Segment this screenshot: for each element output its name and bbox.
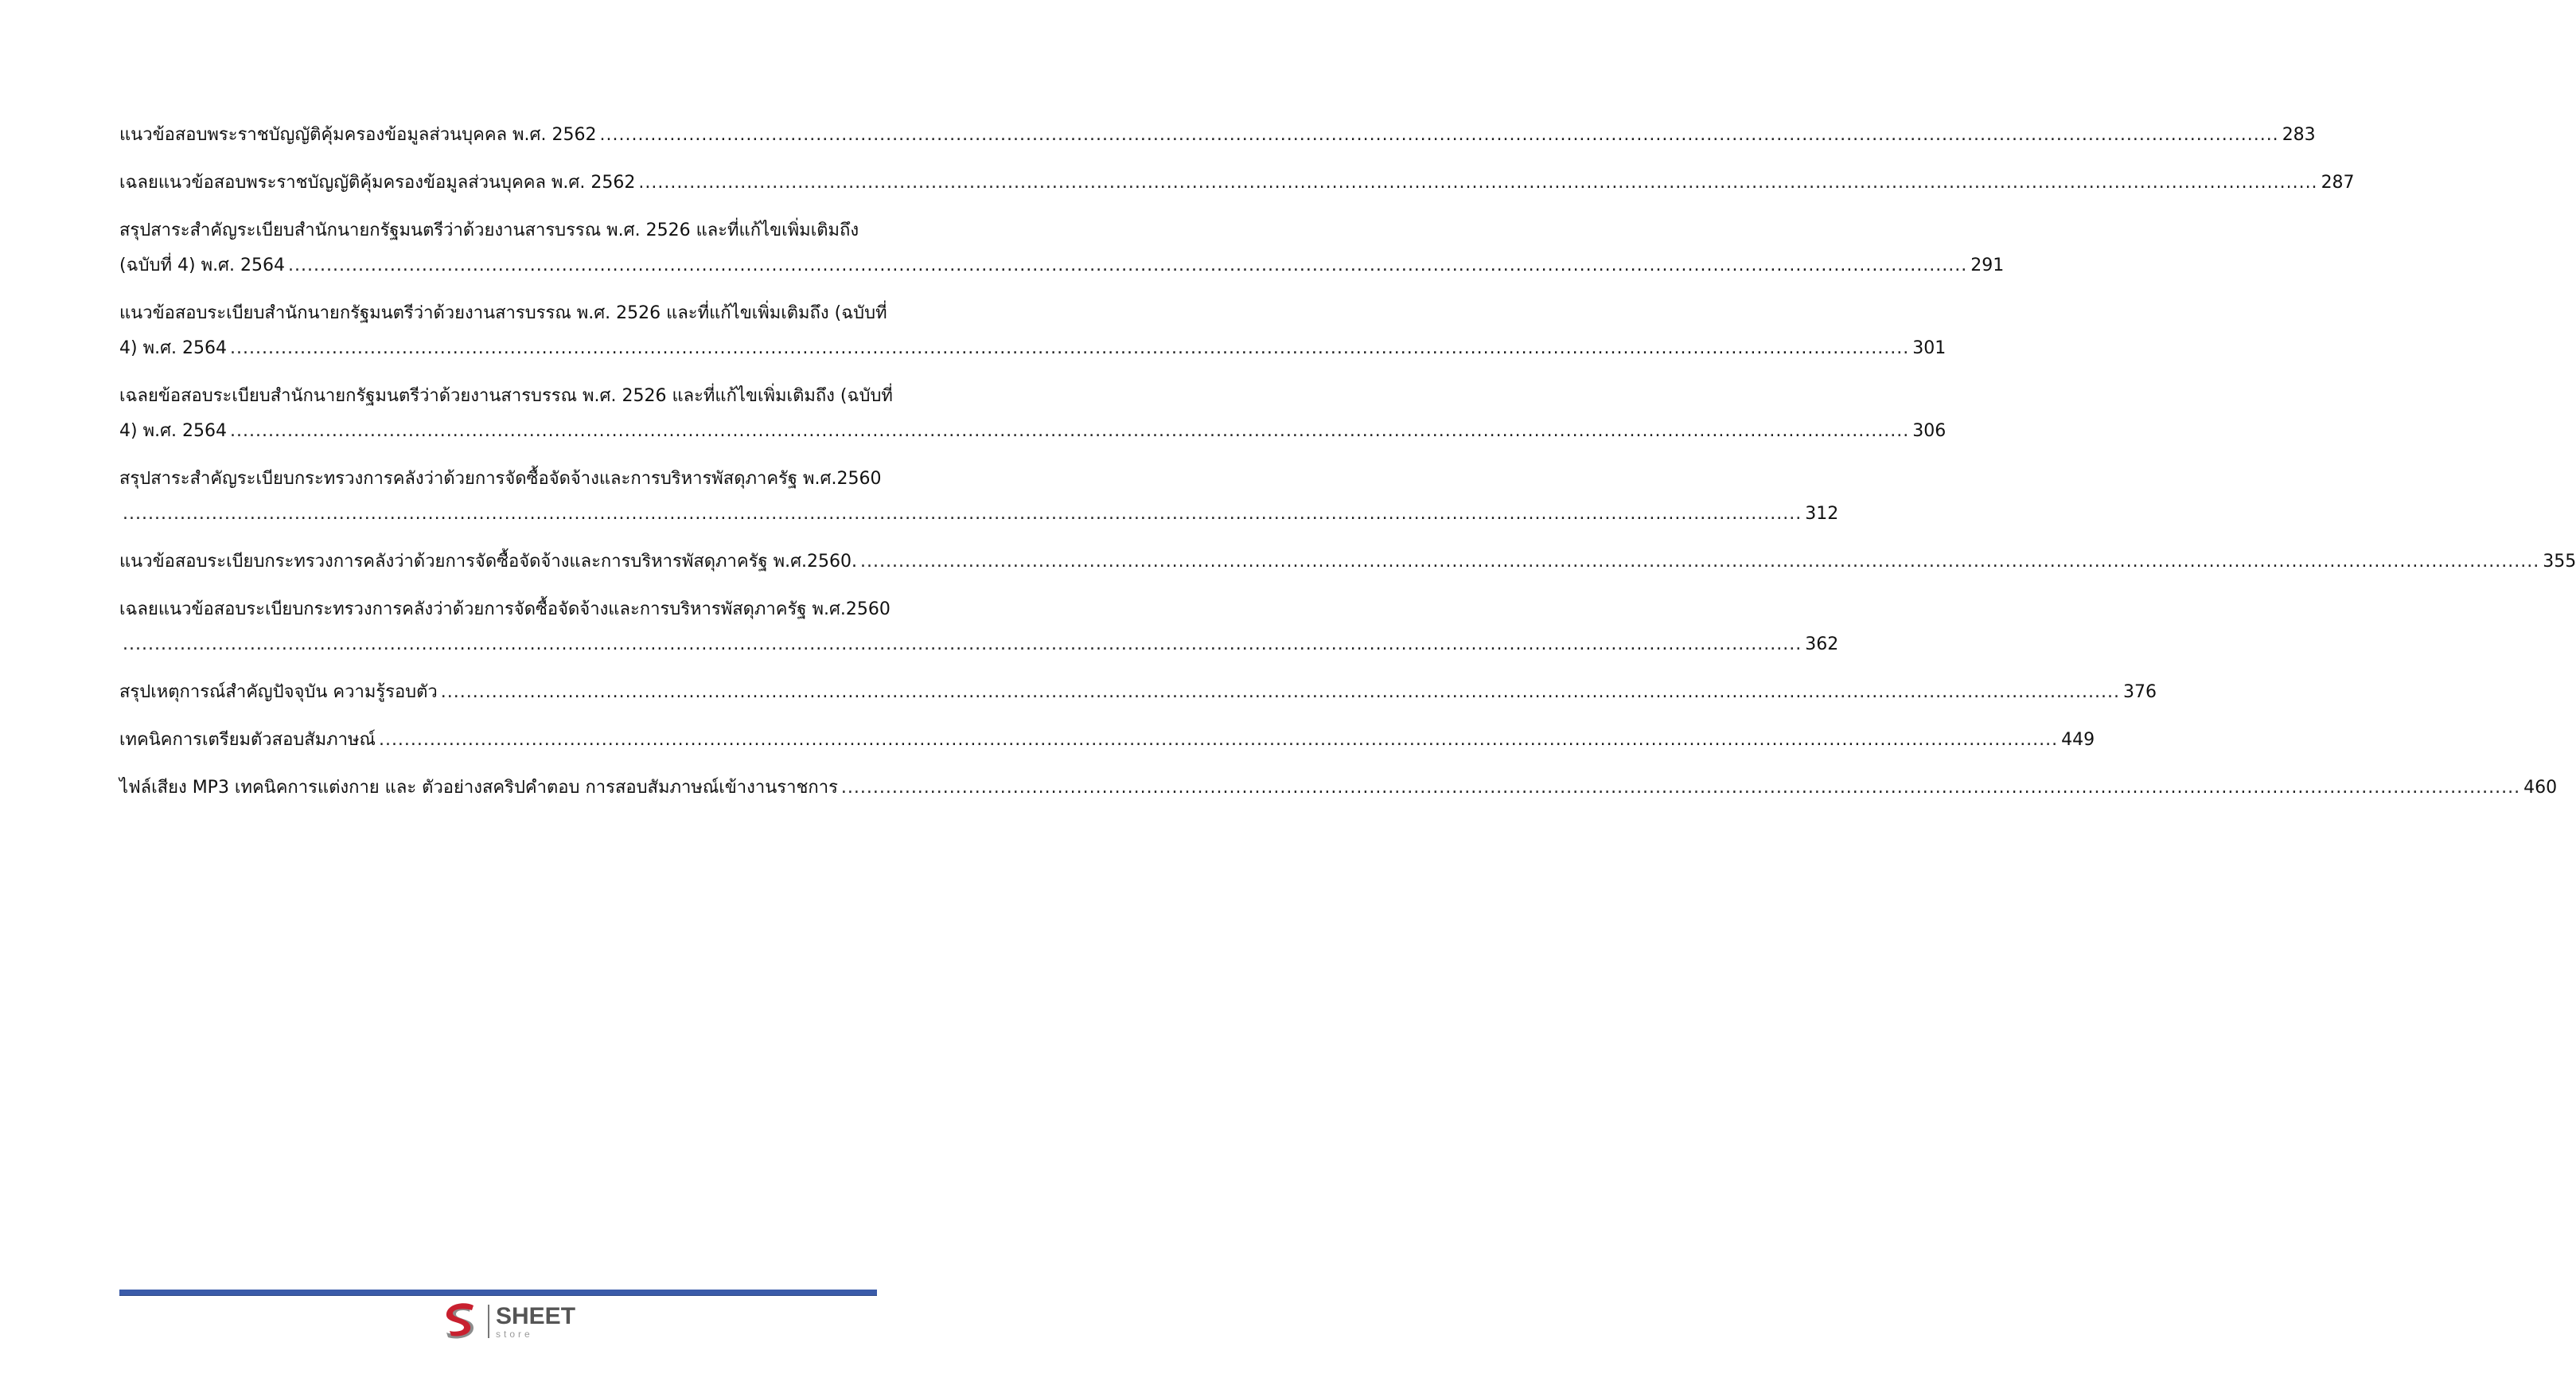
toc-entry-title: เฉลยข้อสอบระเบียบสำนักนายกรัฐมนตรีว่าด้วยงานสารบรรณ พ.ศ. 2526 และที่แก้ไขเพิ่มเติมถึง (ฉบับที่ <box>119 386 893 406</box>
logo-word-store: store <box>496 1328 533 1340</box>
toc-line <box>119 497 1839 532</box>
toc-entry[interactable] <box>119 118 2316 153</box>
toc-line <box>119 118 2316 153</box>
toc-page-number: 362 <box>1805 634 1839 654</box>
toc-line <box>119 213 871 248</box>
toc-entry[interactable] <box>119 213 2005 283</box>
toc-page-number: 301 <box>1912 338 1947 358</box>
dot-leader <box>123 497 1802 532</box>
dot-leader <box>230 414 1909 449</box>
toc-entry-title: เฉลยแนวข้อสอบพระราชบัญญัติคุ้มครองข้อมูลส่วนบุคคล พ.ศ. 2562 <box>119 173 636 193</box>
sheet-store-logo <box>440 1299 575 1344</box>
toc-entry[interactable] <box>119 379 1947 449</box>
dot-leader <box>841 771 2520 806</box>
toc-entry-title: แนวข้อสอบพระราชบัญญัติคุ้มครองข้อมูลส่วนบุคคล พ.ศ. 2562 <box>119 125 597 145</box>
toc-entry-title-continued: 4) พ.ศ. 2564 <box>119 338 228 358</box>
toc-line <box>119 627 1839 662</box>
toc-line <box>119 331 1947 366</box>
toc-line <box>119 462 882 497</box>
table-of-contents <box>119 118 2576 818</box>
toc-entry[interactable] <box>119 166 2355 201</box>
toc-entry-title: เฉลยแนวข้อสอบระเบียบกระทรวงการคลังว่าด้วยการจัดซื้อจัดจ้างและการบริหารพัสดุภาครัฐ พ.ศ.2560 <box>119 599 890 619</box>
toc-page-number: 306 <box>1912 421 1947 441</box>
toc-entry-title-continued: 4) พ.ศ. 2564 <box>119 421 228 441</box>
toc-entry[interactable] <box>119 675 2157 710</box>
toc-line <box>119 296 887 331</box>
toc-entry-title: แนวข้อสอบระเบียบสำนักนายกรัฐมนตรีว่าด้วยงานสารบรรณ พ.ศ. 2526 และที่แก้ไขเพิ่มเติมถึง (ฉบับที่ <box>119 303 887 323</box>
toc-line <box>119 248 2005 283</box>
footer-rule <box>119 1290 877 1295</box>
dot-leader <box>379 723 2058 758</box>
toc-entry[interactable] <box>119 296 1947 366</box>
toc-line <box>119 771 2558 806</box>
toc-entry-title-continued: (ฉบับที่ 4) พ.ศ. 2564 <box>119 256 286 275</box>
toc-page-number: 291 <box>1970 256 2005 275</box>
toc-line <box>119 723 2095 758</box>
toc-page-number: 355 <box>2543 552 2576 572</box>
dot-leader <box>599 118 2278 153</box>
toc-page-number: 287 <box>2321 173 2355 193</box>
toc-entry[interactable] <box>119 592 1839 662</box>
dot-leader <box>441 675 2120 710</box>
dot-leader <box>230 331 1909 366</box>
toc-entry-title: แนวข้อสอบระเบียบกระทรวงการคลังว่าด้วยการจัดซื้อจัดจ้างและการบริหารพัสดุภาครัฐ พ.ศ.2560. <box>119 552 858 572</box>
toc-line <box>119 166 2355 201</box>
logo-word-sheet: SHEET <box>496 1302 576 1329</box>
toc-page-number: 449 <box>2061 730 2095 750</box>
toc-page-number: 376 <box>2122 682 2157 702</box>
dot-leader <box>860 544 2539 579</box>
toc-line <box>119 379 893 414</box>
toc-entry[interactable] <box>119 544 2576 579</box>
toc-entry[interactable] <box>119 723 2095 758</box>
toc-line <box>119 675 2157 710</box>
logo-wordmark <box>496 1302 576 1340</box>
toc-entry[interactable] <box>119 462 1839 532</box>
dot-leader <box>288 248 1967 283</box>
toc-page-number: 283 <box>2282 125 2316 145</box>
toc-line <box>119 592 890 627</box>
toc-entry-title: สรุปสาระสำคัญระเบียบสำนักนายกรัฐมนตรีว่าด้วยงานสารบรรณ พ.ศ. 2526 และที่แก้ไขเพิ่มเติมถึง <box>119 220 859 240</box>
toc-line <box>119 544 2576 579</box>
dot-leader <box>638 166 2317 201</box>
toc-entry-title: เทคนิคการเตรียมตัวสอบสัมภาษณ์ <box>119 730 376 750</box>
toc-page-number: 312 <box>1805 504 1839 524</box>
toc-entry[interactable] <box>119 771 2558 806</box>
toc-line <box>119 414 1947 449</box>
toc-entry-title: ไฟล์เสียง MP3 เทคนิคการแต่งกาย และ ตัวอย่างสคริปคำตอบ การสอบสัมภาษณ์เข้างานราชการ <box>119 778 838 798</box>
toc-entry-title: สรุปสาระสำคัญระเบียบกระทรวงการคลังว่าด้วยการจัดซื้อจัดจ้างและการบริหารพัสดุภาครัฐ พ.ศ.2560 <box>119 469 882 489</box>
dot-leader <box>123 627 1802 662</box>
toc-entry-title: สรุปเหตุการณ์สำคัญปัจจุบัน ความรู้รอบตัว <box>119 682 438 702</box>
logo-divider <box>488 1305 489 1338</box>
sheet-store-s-mark-icon <box>440 1301 481 1342</box>
toc-page-number: 460 <box>2523 778 2558 798</box>
